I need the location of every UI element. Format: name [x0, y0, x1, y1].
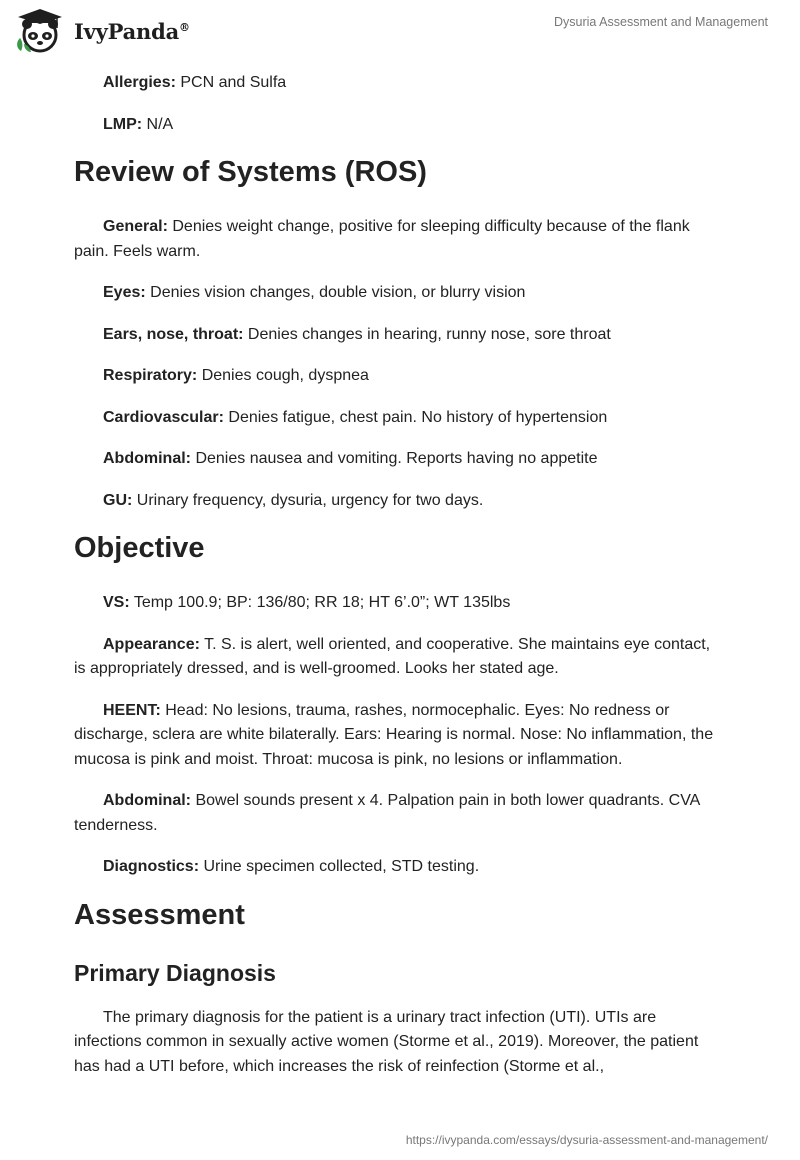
primary-diagnosis-heading: Primary Diagnosis — [74, 959, 276, 986]
page-header — [0, 0, 800, 60]
ros-heading: Review of Systems (ROS) — [74, 156, 427, 188]
objective-vs: VS: Temp 100.9; BP: 136/80; RR 18; HT 6’.0”; WT 135lbs — [103, 594, 511, 611]
brand-name: IvyPanda® — [74, 18, 190, 44]
objective-heading: Objective — [74, 532, 205, 564]
objective-heent: HEENT: Head: No lesions, trauma, rashes, normocephalic. Eyes: No redness or discharge, sclera are white bilaterally. Ears: Hearing is normal. Nose: No inflammation, the mucosa is pink and moist. Throat: mucosa is pink, no lesions or inflammation. — [74, 701, 714, 768]
ros-ent: Ears, nose, throat: Denies changes in hearing, runny nose, sore throat — [103, 325, 611, 343]
lmp-line: LMP: N/A — [103, 115, 174, 133]
ros-eyes: Eyes: Denies vision changes, double vision, or blurry vision — [103, 284, 526, 301]
ros-abdominal: Abdominal: Denies nausea and vomiting. Reports having no appetite — [103, 450, 598, 467]
objective-abdominal: Abdominal: Bowel sounds present x 4. Palpation pain in both lower quadrants. CVA tenderness. — [74, 792, 700, 834]
primary-diagnosis-paragraph: The primary diagnosis for the patient is a urinary tract infection (UTI). UTIs are infections common in sexually active women (Storme et al., 2019). Moreover, the patient has had a UTI before, which increases the risk of reinfection (Storme et al., — [74, 1008, 699, 1075]
ros-general: General: Denies weight change, positive for sleeping difficulty because of the flank pain. Feels warm. — [74, 218, 690, 260]
objective-appearance: Appearance: T. S. is alert, well oriented, and cooperative. She maintains eye contact, is appropriately dressed, and is well-groomed. Looks her stated age. — [74, 635, 711, 677]
allergies-line: Allergies: PCN and Sulfa — [103, 74, 287, 91]
document-body — [74, 71, 726, 1096]
ros-gu: GU: Urinary frequency, dysuria, urgency for two days. — [103, 491, 484, 509]
ros-respiratory: Respiratory: Denies cough, dyspnea — [103, 367, 369, 384]
assessment-heading: Assessment — [74, 898, 245, 931]
document-title: Dysuria Assessment and Management — [554, 15, 768, 29]
source-url[interactable]: https://ivypanda.com/essays/dysuria-assessment-and-management/ — [405, 1133, 768, 1147]
ros-cardiovascular: Cardiovascular: Denies fatigue, chest pain. No history of hypertension — [103, 408, 608, 426]
ivypanda-logo[interactable] — [14, 8, 190, 54]
panda-graduation-cap-icon — [14, 8, 66, 54]
objective-diagnostics: Diagnostics: Urine specimen collected, STD testing. — [103, 858, 480, 875]
